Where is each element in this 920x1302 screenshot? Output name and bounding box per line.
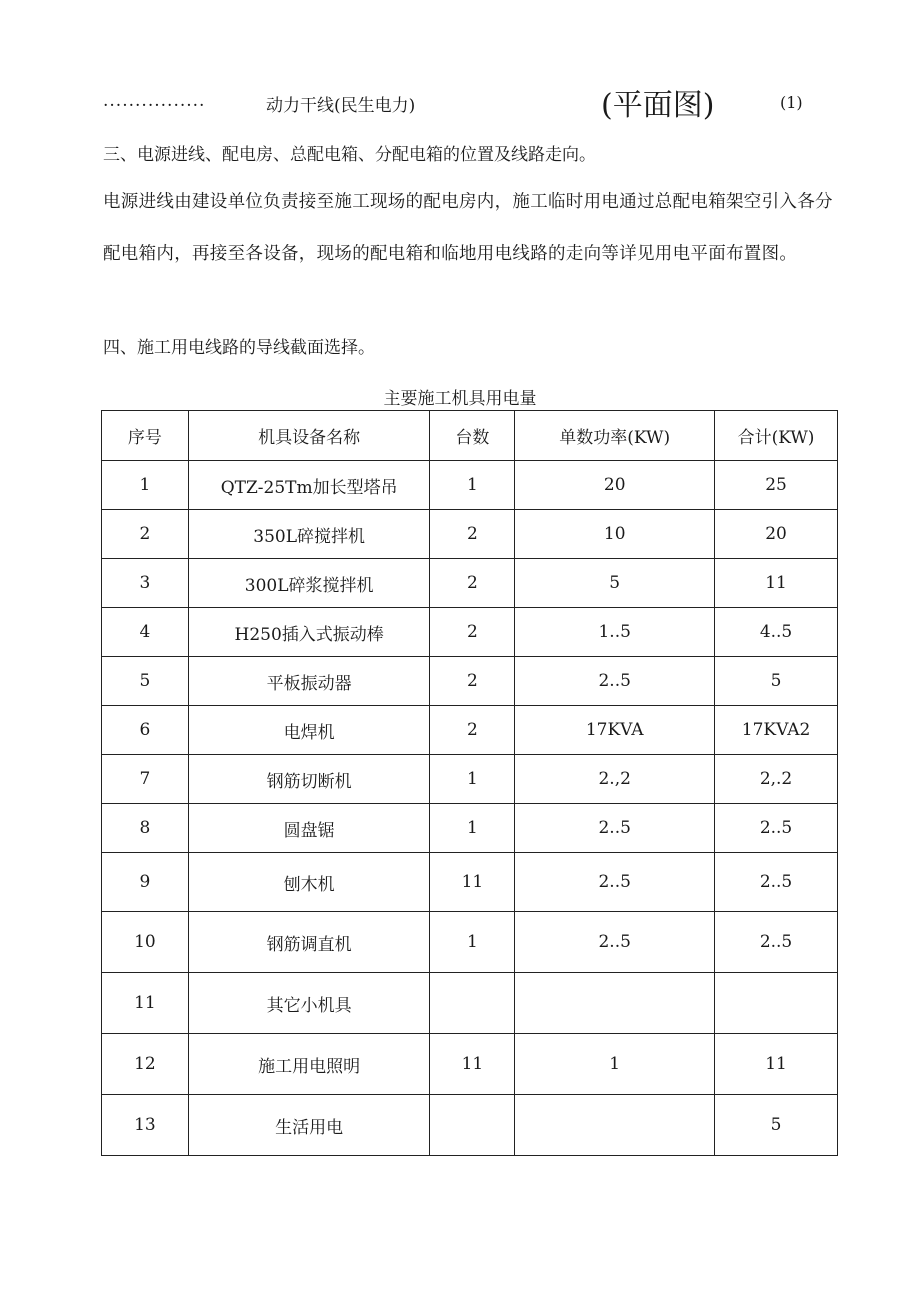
- table-cell: 2..5: [515, 804, 715, 853]
- header-cell: 台数: [430, 411, 515, 461]
- table-title: 主要施工机具用电量: [383, 389, 537, 409]
- table-cell: 11: [430, 853, 515, 912]
- table-cell: 9: [102, 853, 189, 912]
- table-cell: 11: [715, 559, 838, 608]
- table-cell: 17KVA2: [715, 706, 838, 755]
- table-cell: 11: [715, 1034, 838, 1095]
- table-cell: 2: [430, 608, 515, 657]
- table-cell: 3: [102, 559, 189, 608]
- header-label: 动力干线(民生电力): [266, 96, 416, 116]
- table-cell: 10: [102, 912, 189, 973]
- table-row: [102, 657, 838, 706]
- table-cell: 1..5: [515, 608, 715, 657]
- table-cell: 钢筋切断机: [188, 755, 430, 804]
- table-cell: 5: [715, 1095, 838, 1156]
- table-row: [102, 559, 838, 608]
- table-cell: 2..5: [715, 853, 838, 912]
- table-cell: 2..5: [515, 853, 715, 912]
- power-table: [101, 410, 838, 1156]
- section3-body: 电源进线由建设单位负责接至施工现场的配电房内，施工临时用电通过总配电箱架空引入各分配电箱内，再接至各设备，现场的配电箱和临地用电线路的走向等详见用电平面布置图。: [103, 192, 833, 264]
- table-cell: 施工用电照明: [188, 1034, 430, 1095]
- table-cell: 钢筋调直机: [188, 912, 430, 973]
- table-cell: [430, 1095, 515, 1156]
- table-cell: 平板振动器: [188, 657, 430, 706]
- table-cell: H250插入式振动棒: [188, 608, 430, 657]
- table-cell: 圆盘锯: [188, 804, 430, 853]
- table-header-row: [102, 411, 838, 461]
- table-row: [102, 1034, 838, 1095]
- table-cell: [715, 973, 838, 1034]
- table-cell: 刨木机: [188, 853, 430, 912]
- table-cell: 4: [102, 608, 189, 657]
- table-cell: [515, 1095, 715, 1156]
- table-cell: 2: [430, 706, 515, 755]
- table-cell: 17KVA: [515, 706, 715, 755]
- table-cell: 11: [430, 1034, 515, 1095]
- section4-heading: 四、施工用电线路的导线截面选择。: [103, 338, 375, 358]
- table-cell: 2: [430, 510, 515, 559]
- table-cell: QTZ-25Tm加长型塔吊: [188, 461, 430, 510]
- table-row: [102, 608, 838, 657]
- table-cell: 1: [430, 461, 515, 510]
- table-cell: 12: [102, 1034, 189, 1095]
- table-cell: 5: [102, 657, 189, 706]
- table-cell: 11: [102, 973, 189, 1034]
- table-cell: 生活用电: [188, 1095, 430, 1156]
- table-body: [102, 461, 838, 1156]
- table-cell: 2..5: [715, 804, 838, 853]
- table-cell: 2..5: [715, 912, 838, 973]
- table-cell: 300L碎浆搅拌机: [188, 559, 430, 608]
- table-cell: 7: [102, 755, 189, 804]
- table-row: [102, 706, 838, 755]
- leader-dots: ................: [103, 91, 206, 111]
- table-cell: 1: [515, 1034, 715, 1095]
- table-cell: 4..5: [715, 608, 838, 657]
- table-cell: 5: [715, 657, 838, 706]
- header-cell: 序号: [102, 411, 189, 461]
- table-row: [102, 1095, 838, 1156]
- table-cell: 2: [430, 559, 515, 608]
- section3-heading: 三、电源进线、配电房、总配电箱、分配电箱的位置及线路走向。: [103, 145, 596, 165]
- table-cell: 10: [515, 510, 715, 559]
- table-cell: 13: [102, 1095, 189, 1156]
- header-number: (1): [780, 93, 803, 112]
- table-cell: 其它小机具: [188, 973, 430, 1034]
- table-cell: 25: [715, 461, 838, 510]
- table-cell: 1: [102, 461, 189, 510]
- table-cell: 2: [430, 657, 515, 706]
- table-cell: 1: [430, 912, 515, 973]
- table-cell: 20: [715, 510, 838, 559]
- table-row: [102, 973, 838, 1034]
- table-row: [102, 804, 838, 853]
- header-cell: 机具设备名称: [188, 411, 430, 461]
- table-row: [102, 755, 838, 804]
- table-cell: 2.,2: [515, 755, 715, 804]
- table-cell: [515, 973, 715, 1034]
- table-row: [102, 853, 838, 912]
- table-cell: 1: [430, 804, 515, 853]
- table-cell: 2: [102, 510, 189, 559]
- table-row: [102, 461, 838, 510]
- table-cell: 5: [515, 559, 715, 608]
- table-cell: 2..5: [515, 912, 715, 973]
- header-cell: 合计(KW): [715, 411, 838, 461]
- table-cell: 2..5: [515, 657, 715, 706]
- table-cell: 2,.2: [715, 755, 838, 804]
- table-cell: 6: [102, 706, 189, 755]
- table-cell: 电焊机: [188, 706, 430, 755]
- table-row: [102, 912, 838, 973]
- table-cell: 350L碎搅拌机: [188, 510, 430, 559]
- table-cell: 1: [430, 755, 515, 804]
- table-row: [102, 510, 838, 559]
- table-cell: 20: [515, 461, 715, 510]
- plan-title: (平面图): [601, 88, 715, 123]
- table-cell: [430, 973, 515, 1034]
- header-cell: 单数功率(KW): [515, 411, 715, 461]
- table-cell: 8: [102, 804, 189, 853]
